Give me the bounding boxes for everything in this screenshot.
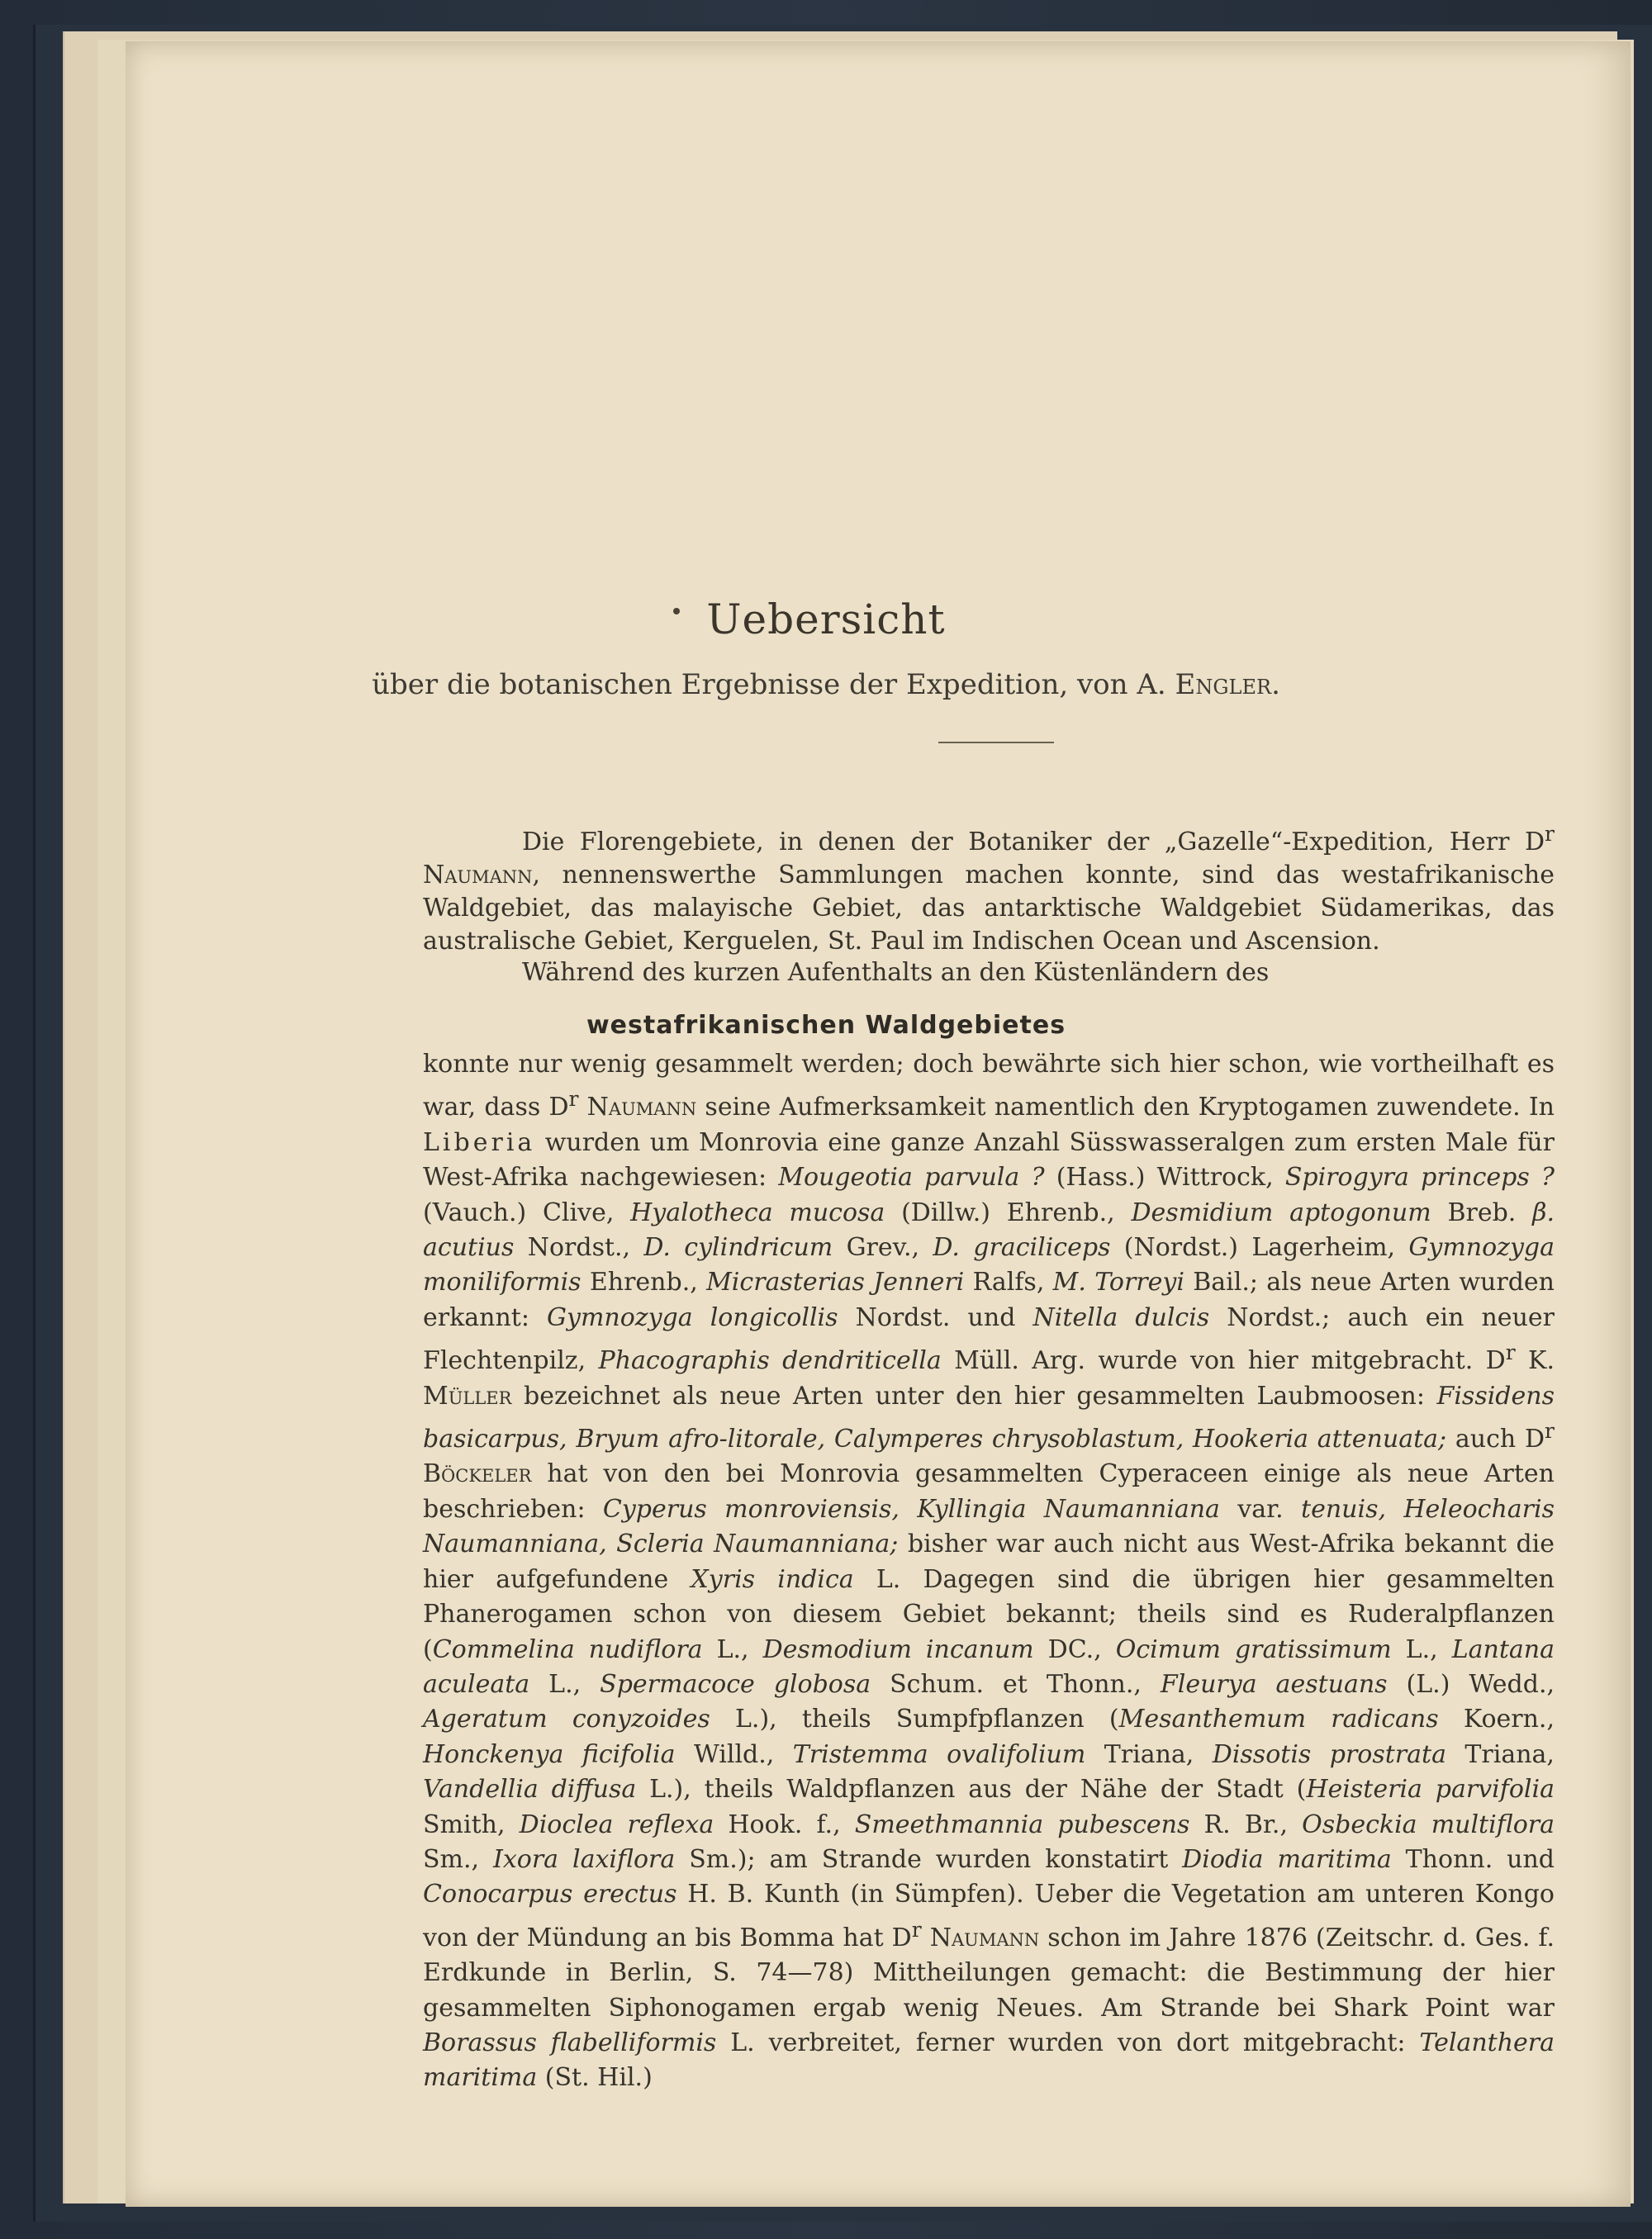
text: bisher war auch nicht aus West-Afrika bekannt die hier aufgefundene xyxy=(423,1530,1555,1594)
species-name: D. cylindricum xyxy=(643,1233,833,1263)
text: R. Br., xyxy=(1189,1810,1303,1839)
text: bezeichnet als neue Arten unter den hier gesammelten Laubmoosen: xyxy=(511,1381,1437,1411)
species-name: Smeethmannia pubescens xyxy=(854,1810,1190,1839)
text: L., xyxy=(702,1634,763,1664)
text: L.), theils Sumpfpflanzen ( xyxy=(710,1705,1119,1734)
page-subtitle xyxy=(0,668,1652,701)
species-name: Osbeckia multiflora xyxy=(1302,1810,1555,1839)
species-name: Conocarpus erectus xyxy=(423,1880,677,1909)
text: Hook. f., xyxy=(714,1810,855,1839)
section-heading: westafrikanischen Waldgebietes xyxy=(586,1011,1066,1040)
species-name: Nitella dulcis xyxy=(1032,1302,1210,1332)
species-name: Commelina nudiflora xyxy=(432,1634,703,1664)
species-name: Heisteria parvifolia xyxy=(1306,1775,1555,1805)
text: Die Florengebiete, in denen der Botaniker der „Gazelle“-Expedition, Herr D xyxy=(522,828,1545,856)
text: Nordst., xyxy=(514,1233,644,1263)
superscript: r xyxy=(1545,822,1555,846)
superscript: r xyxy=(911,1917,922,1942)
species-name: Dissotis prostrata xyxy=(1212,1739,1446,1769)
text: Smith, xyxy=(423,1810,520,1839)
person-name: Naumann xyxy=(929,1923,1040,1952)
species-name: Gymnozyga moniliformis xyxy=(423,1233,1555,1297)
text: Triana, xyxy=(1085,1739,1213,1769)
species-name: Gymnozyga longicollis xyxy=(547,1302,838,1332)
species-name: Fleurya aestuans xyxy=(1160,1669,1388,1699)
person-name: Müller xyxy=(423,1381,512,1411)
species-name: Fissidens basicarpus, Bryum afro-litorale, Calymperes chrysoblastum, Hookeria attenuata; xyxy=(423,1381,1555,1454)
species-name: Micrasterias Jenneri xyxy=(706,1268,965,1297)
species-name: Dioclea reflexa xyxy=(519,1810,714,1839)
species-name: Xyris indica xyxy=(691,1564,854,1594)
text: (L.) Wedd., xyxy=(1387,1669,1555,1699)
text: DC., xyxy=(1033,1634,1116,1664)
text: K. xyxy=(1515,1346,1555,1376)
text: L. verbreitet, ferner wurden von dort mitgebracht: xyxy=(716,2028,1420,2057)
species-name: M. Torreyi xyxy=(1052,1268,1184,1297)
text: Willd., xyxy=(675,1739,793,1769)
species-name: Desmodium incanum xyxy=(762,1634,1034,1664)
text: Grev., xyxy=(833,1233,933,1263)
superscript: r xyxy=(1545,1419,1555,1444)
page-title: Uebersicht xyxy=(706,595,946,643)
text: Ralfs, xyxy=(964,1268,1053,1297)
text: (Hass.) Wittrock, xyxy=(1044,1163,1285,1193)
species-name: Ocimum gratissimum xyxy=(1115,1634,1392,1664)
species-name: Mougeotia parvula ? xyxy=(778,1163,1045,1193)
species-name: Spirogyra princeps ? xyxy=(1284,1163,1555,1193)
text: wurden um Monrovia eine ganze Anzahl Süsswasseralgen zum ersten Male für West-Afrika nachgewiesen: xyxy=(423,1127,1555,1193)
text: Nordst.; auch ein neuer Flechtenpilz, xyxy=(423,1302,1555,1376)
text: (Dillw.) Ehrenb., xyxy=(885,1198,1132,1227)
text: (Vauch.) Clive, xyxy=(423,1198,631,1227)
text: var. xyxy=(1219,1494,1302,1524)
species-name: β. acutius xyxy=(423,1198,1555,1263)
species-name: Spermacoce globosa xyxy=(600,1669,871,1699)
text: Breb. xyxy=(1431,1198,1533,1227)
species-name: D. graciliceps xyxy=(933,1233,1111,1263)
species-name: Ixora laxiflora xyxy=(493,1844,676,1874)
text: L. Dagegen sind die übrigen hier gesammelten Phanerogamen schon von diesem Gebiet bekannt; theils sind es Ruderalpflanzen ( xyxy=(423,1564,1555,1664)
text: seine Aufmerksamkeit namentlich den Kryptogamen zuwendete. In xyxy=(696,1093,1555,1122)
text: L., xyxy=(529,1669,601,1699)
paragraph-transition: Während des kurzen Aufenthalts an den Küstenländern des xyxy=(522,958,1270,987)
species-name: Borassus flabelliformis xyxy=(423,2028,717,2057)
text: (St. Hil.) xyxy=(537,2063,653,2093)
text: Bail.; als neue Arten wurden erkannt: xyxy=(423,1268,1555,1332)
title-rule xyxy=(938,742,1054,743)
species-name: Ageratum conyzoides xyxy=(423,1705,710,1734)
text: hat von den bei Monrovia gesammelten Cyperaceen einige als neue Arten beschrieben: xyxy=(423,1459,1555,1524)
species-name: Cyperus monroviensis, Kyllingia Naumanniana xyxy=(602,1494,1220,1524)
text: Müll. Arg. wurde von hier mitgebracht. D xyxy=(941,1346,1506,1376)
text: , nennenswerthe Sammlungen machen konnte, sind das westafrikanische Waldgebiet, das malayische Gebiet, das antarktische Waldgebiet Südamerikas, das australische Gebiet, Kerguelen, St. Paul im Indischen Ocean und Ascension. xyxy=(423,861,1555,956)
species-name: Hyalotheca mucosa xyxy=(630,1198,885,1227)
text: Ehrenb., xyxy=(581,1268,707,1297)
author-name: Engler xyxy=(1175,668,1272,701)
text: L., xyxy=(1391,1634,1452,1664)
species-name: Telanthera maritima xyxy=(423,2028,1555,2093)
text: (Nordst.) Lagerheim, xyxy=(1110,1233,1409,1263)
species-name: Phacographis dendriticella xyxy=(598,1346,942,1376)
text: L.), theils Waldpflanzen aus der Nähe der Stadt ( xyxy=(636,1775,1307,1805)
text: Thonn. und xyxy=(1391,1844,1555,1874)
text: Triana, xyxy=(1446,1739,1555,1769)
species-name: Diodia maritima xyxy=(1182,1844,1392,1874)
place-name: Liberia xyxy=(423,1127,536,1157)
subtitle-text: über die botanischen Ergebnisse der Expedition, von A. xyxy=(372,668,1175,701)
paragraph-intro xyxy=(423,818,1555,958)
paragraph-main xyxy=(423,1047,1555,2096)
species-name: Honckenya ficifolia xyxy=(423,1739,676,1769)
subtitle-period: . xyxy=(1271,668,1280,701)
person-name: Naumann xyxy=(586,1093,697,1122)
species-name: tenuis, Heleocharis Naumanniana, Scleria Naumanniana; xyxy=(423,1494,1555,1559)
text: Sm.); am Strande wurden konstatirt xyxy=(675,1844,1183,1874)
person-name: Naumann xyxy=(423,861,533,889)
text: Nordst. und xyxy=(838,1302,1033,1332)
superscript: r xyxy=(1505,1340,1516,1365)
person-name: Böckeler xyxy=(423,1459,532,1489)
species-name: Lantana aculeata xyxy=(423,1634,1555,1699)
superscript: r xyxy=(568,1087,579,1112)
species-name: Vandellia diffusa xyxy=(423,1775,637,1805)
text: Sm., xyxy=(423,1844,493,1874)
text: konnte nur wenig gesammelt werden; doch bewährte sich hier schon, wie vortheilhaft es war, dass D xyxy=(423,1050,1555,1122)
species-name: Desmidium aptogonum xyxy=(1131,1198,1431,1227)
text: Schum. et Thonn., xyxy=(871,1669,1161,1699)
text: schon im Jahre 1876 (Zeitschr. d. Ges. f. Erdkunde in Berlin, S. 74—78) Mittheilungen gemacht: die Bestimmung der hier gesammelten Siphonogamen ergab wenig Neues. Am Strande bei Shark Point war xyxy=(423,1923,1555,2023)
text: Koern., xyxy=(1438,1705,1555,1734)
text: H. B. Kunth (in Sümpfen). Ueber die Vegetation am unteren Kongo von der Mündung an bis Bomma hat D xyxy=(423,1880,1555,1952)
text: auch D xyxy=(1446,1425,1545,1454)
species-name: Mesanthemum radicans xyxy=(1118,1705,1439,1734)
species-name: Tristemma ovalifolium xyxy=(792,1739,1086,1769)
